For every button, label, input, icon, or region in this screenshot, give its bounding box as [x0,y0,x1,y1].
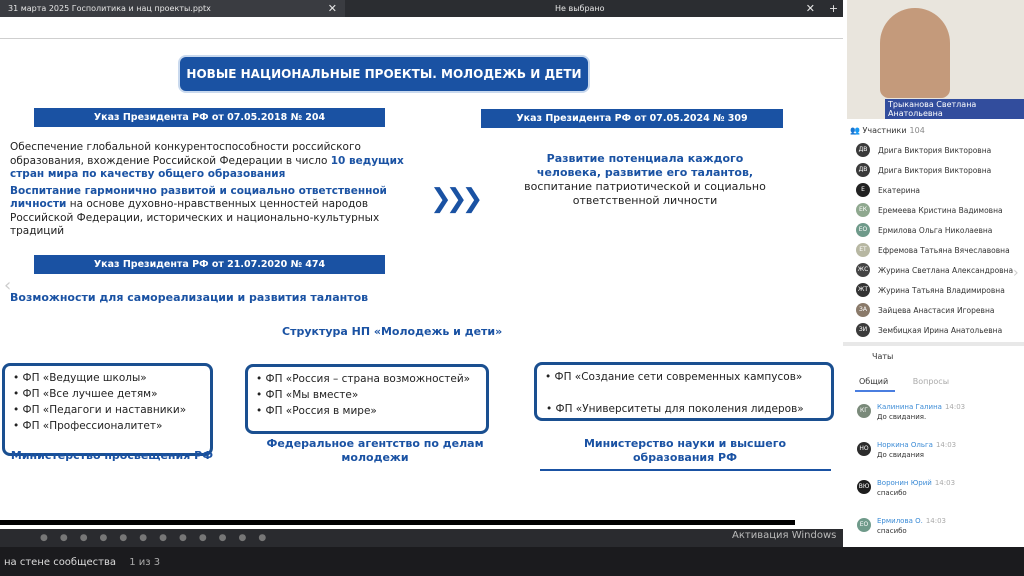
structure-heading: Структура НП «Молодежь и дети» [282,325,503,338]
avatar: ДВ [856,163,870,177]
participant-name: Журина Татьяна Владимировна [878,285,1005,295]
projects-box-youth [245,364,489,434]
message-text: спасибо [877,527,907,535]
chats-header[interactable]: Чаты [872,352,894,361]
message-text: До свидания [877,451,924,459]
youth-agency-label: Федеральное агентство по делам молодежи [266,437,484,464]
divider [0,38,843,39]
message-body [877,478,955,516]
participants-count: 104 [909,126,925,135]
community-wall-label: на стене сообщества [4,557,117,568]
participant-row[interactable] [856,200,1016,220]
close-icon[interactable]: ✕ [327,2,337,15]
message-body [877,402,965,440]
add-tab-icon[interactable]: + [828,2,839,15]
goal-paragraph-2 [10,185,410,239]
message-time: 14:03 [934,479,956,487]
new-goal-body: воспитание патриотической и социально ответственной личности [524,180,766,207]
chevron-left-icon[interactable]: ‹ [4,275,12,296]
decree-label-2024: Указ Президента РФ от 07.05.2024 № 309 [481,109,783,128]
chat-tabs [859,377,971,386]
ministry-education-label: Министерство просвещения РФ [10,449,214,462]
chat-message [857,402,1017,440]
participant-name: Зайцева Анастасия Игоревна [878,305,995,315]
goal-1-highlight: 10 ведущих стран мира по качеству общего образования [10,154,404,180]
chevron-right-icon: ❯❯❯ [430,184,478,214]
taskbar-icons[interactable]: ●●●●●●●●●●●● [40,533,279,543]
goal-paragraph-1 [10,141,410,182]
tab-none[interactable] [345,0,823,17]
new-goal-text [520,152,770,208]
participant-name: Екатерина [878,185,920,195]
speaker-name: Трыканова Светлана Анатольевна [885,99,1024,119]
message-author: Норкина Ольга [877,441,933,449]
tab-questions[interactable]: Вопросы [912,377,950,386]
message-time: 14:03 [944,403,966,411]
avatar: ДВ [856,143,870,157]
participants-list [856,140,1016,340]
divider[interactable] [843,342,1024,346]
participant-name: Журина Светлана Александровна [878,265,1014,275]
list-item: • ФП «Мы вместе» [256,389,359,401]
participant-row[interactable] [856,180,1016,200]
slide-bottom-border [0,520,795,525]
projects-box-education [2,363,213,456]
goal-2-text: на основе духовно-нравственных ценностей народов Российской Федерации, исторических и национально-культурных традиций [10,198,380,237]
participant-row[interactable] [856,220,1016,240]
avatar: ЕК [856,203,870,217]
ministry-science-label: Министерство науки и высшего образования РФ [583,437,787,464]
goal-2-highlight: Воспитание гармонично развитой и социально ответственной личности [10,184,387,210]
active-tab-indicator [855,390,895,392]
list-item: • ФП «Создание сети современных кампусов» [545,371,803,383]
divider [540,469,831,471]
message-author: Калинина Галина [877,403,942,411]
avatar: ЕО [857,518,871,532]
message-body [877,440,956,478]
chat-message [857,440,1017,478]
message-text: спасибо [877,489,907,497]
list-item: • ФП «Все лучшее детям» [13,388,158,400]
participants-header[interactable] [850,126,925,135]
list-item: • ФП «Россия – страна возможностей» [256,373,471,385]
list-item: • ФП «Педагоги и наставники» [13,404,187,416]
close-icon[interactable]: ✕ [805,2,815,15]
participant-row[interactable] [856,260,1016,280]
talents-heading: Возможности для самореализации и развития талантов [10,291,369,304]
participant-row[interactable] [856,280,1016,300]
participant-row[interactable] [856,240,1016,260]
participant-name: Дрига Виктория Викторовна [878,165,992,175]
slide-title: НОВЫЕ НАЦИОНАЛЬНЫЕ ПРОЕКТЫ. МОЛОДЕЖЬ И ДЕТИ [180,57,588,91]
goals-text [10,141,410,242]
goal-1-text: Обеспечение глобальной конкурентоспособности российского образования, вхождение Российской Федерации в число [10,141,361,167]
participant-name: Зембицкая Ирина Анатольевна [878,325,1003,335]
message-author: Воронин Юрий [877,479,932,487]
new-goal-highlight: Развитие потенциала каждого человека, развитие его талантов, [536,152,754,179]
presentation-slide [0,17,843,529]
message-time: 14:03 [925,517,947,525]
participant-name: Дрига Виктория Викторовна [878,145,992,155]
participants-label: Участники [862,126,907,135]
avatar: Е [856,183,870,197]
decree-label-2018: Указ Президента РФ от 07.05.2018 № 204 [34,108,385,127]
avatar: НО [857,442,871,456]
tab-none-label: Не выбрано [555,4,605,13]
participant-name: Еремеева Кристина Вадимовна [878,205,1003,215]
taskbar [0,529,843,547]
list-item: • ФП «Ведущие школы» [13,372,147,384]
avatar: КГ [857,404,871,418]
tab-presentation-label: 31 марта 2025 Госполитика и нац проекты.pptx [8,4,211,13]
list-item: • ФП «Университеты для поколения лидеров» [546,403,804,415]
tab-presentation[interactable] [0,0,345,17]
tab-general[interactable]: Общий [859,377,889,386]
windows-activation-watermark: Активация Windows [732,530,837,541]
message-text: До свидания. [877,413,927,421]
avatar: ЕО [856,223,870,237]
list-item: • ФП «Россия в мире» [256,405,377,417]
participant-name: Ефремова Татьяна Вячеславовна [878,245,1010,255]
participant-row[interactable] [856,160,1016,180]
chat-message [857,478,1017,516]
participants-icon: 👥 [850,126,863,135]
chevron-right-icon[interactable]: › [1013,265,1019,281]
avatar: ЖТ [856,283,870,297]
avatar: ЕТ [856,243,870,257]
page-counter: 1 из 3 [129,557,161,568]
bottom-bar [0,547,1024,576]
chat-messages [857,402,1017,554]
message-author: Ермилова О. [877,517,923,525]
message-time: 14:03 [935,441,957,449]
participant-name: Ермилова Ольга Николаевна [878,225,993,235]
list-item: • ФП «Профессионалитет» [13,420,163,432]
avatar: ЗИ [856,323,870,337]
speaker-video [880,8,950,98]
avatar: ВЮ [857,480,871,494]
participant-row[interactable] [856,320,1016,340]
participant-row[interactable] [856,300,1016,320]
avatar: ЗА [856,303,870,317]
tab-bar [0,0,843,17]
decree-label-2020: Указ Президента РФ от 21.07.2020 № 474 [34,255,385,274]
avatar: ЖС [856,263,870,277]
participant-row[interactable] [856,140,1016,160]
